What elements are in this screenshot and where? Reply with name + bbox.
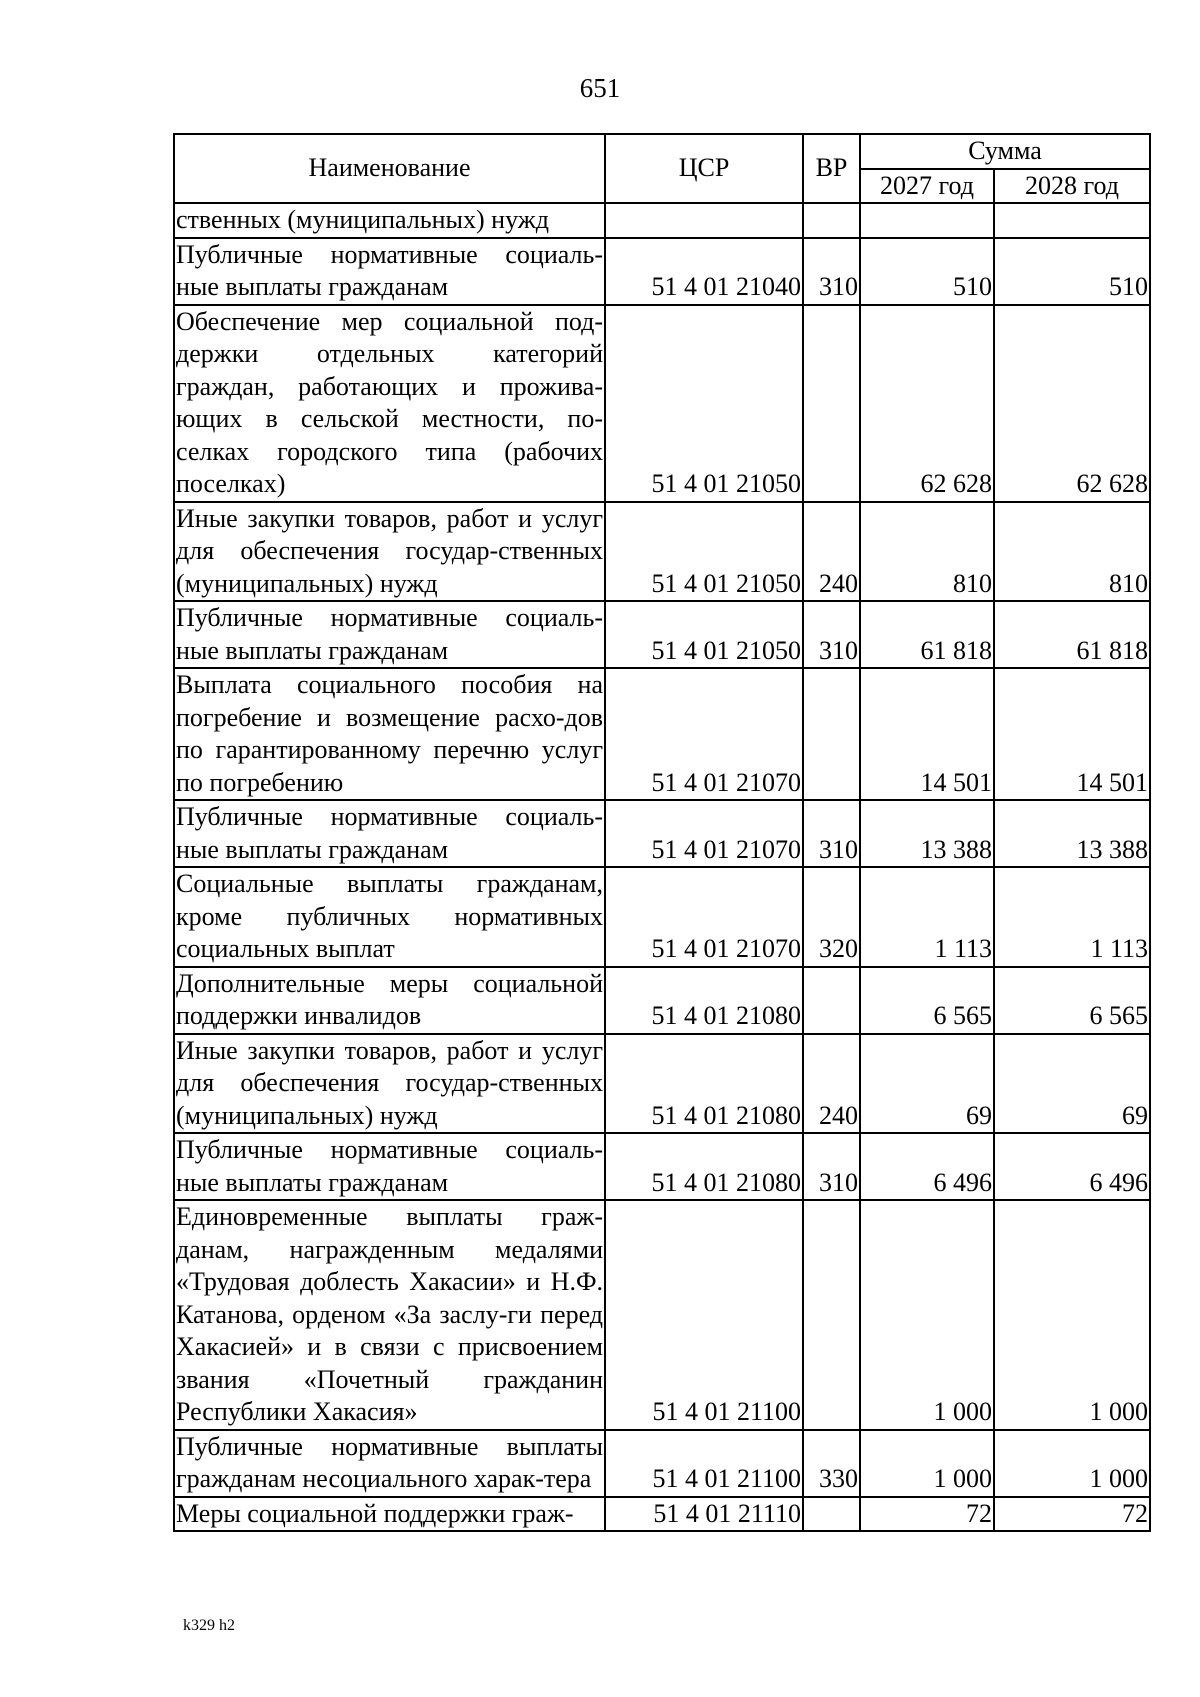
cell-vr: 320 (803, 867, 860, 967)
cell-vr: 240 (803, 1034, 860, 1134)
header-vr: ВР (803, 134, 860, 203)
cell-name: Иные закупки товаров, работ и услуг для обеспечения государ-ственных (муниципальных) нужд (174, 502, 605, 602)
cell-csr: 51 4 01 21110 (605, 1497, 803, 1532)
cell-name: Иные закупки товаров, работ и услуг для обеспечения государ-ственных (муниципальных) нужд (174, 1034, 605, 1134)
table-row (174, 1497, 1150, 1532)
cell-csr: 51 4 01 21070 (605, 800, 803, 867)
cell-csr: 51 4 01 21070 (605, 668, 803, 800)
table-row (174, 1034, 1150, 1134)
table-row (174, 1200, 1150, 1430)
cell-2028: 6 565 (994, 967, 1150, 1034)
cell-2028: 62 628 (994, 305, 1150, 502)
table-row (174, 967, 1150, 1034)
cell-vr: 330 (803, 1430, 860, 1497)
cell-2027: 62 628 (860, 305, 994, 502)
cell-2028: 61 818 (994, 601, 1150, 668)
cell-2027: 72 (860, 1497, 994, 1532)
cell-2028: 510 (994, 238, 1150, 305)
cell-2028: 13 388 (994, 800, 1150, 867)
cell-name: Публичные нормативные социаль-ные выплаты гражданам (174, 1133, 605, 1200)
table-row (174, 1133, 1150, 1200)
cell-2027: 810 (860, 502, 994, 602)
header-year-2028: 2028 год (994, 169, 1150, 204)
table-row (174, 305, 1150, 502)
cell-2028: 6 496 (994, 1133, 1150, 1200)
cell-2027: 6 565 (860, 967, 994, 1034)
cell-name: Публичные нормативные социаль-ные выплаты гражданам (174, 601, 605, 668)
table-row (174, 203, 1150, 238)
cell-vr (803, 305, 860, 502)
table-row (174, 1430, 1150, 1497)
cell-vr: 310 (803, 800, 860, 867)
cell-vr (803, 1200, 860, 1430)
cell-name: Социальные выплаты гражданам, кроме публичных нормативных социальных выплат (174, 867, 605, 967)
cell-2027: 6 496 (860, 1133, 994, 1200)
cell-2027: 61 818 (860, 601, 994, 668)
table-row (174, 238, 1150, 305)
cell-csr: 51 4 01 21080 (605, 967, 803, 1034)
cell-name: Единовременные выплаты граж-данам, награжденным медалями «Трудовая доблесть Хакасии» и Н.Ф. Катанова, орденом «За заслу-ги перед Хакасией» и в связи с присвоением звания «Почетный гражданин Республики Хакасия» (174, 1200, 605, 1430)
cell-csr: 51 4 01 21070 (605, 867, 803, 967)
cell-2027 (860, 203, 994, 238)
table-row (174, 502, 1150, 602)
cell-2027: 1 000 (860, 1200, 994, 1430)
cell-csr: 51 4 01 21050 (605, 601, 803, 668)
cell-vr (803, 967, 860, 1034)
cell-vr: 310 (803, 601, 860, 668)
table-row (174, 867, 1150, 967)
cell-2027: 69 (860, 1034, 994, 1134)
table-row (174, 668, 1150, 800)
cell-csr: 51 4 01 21080 (605, 1133, 803, 1200)
cell-2028: 72 (994, 1497, 1150, 1532)
cell-vr (803, 203, 860, 238)
cell-2028: 14 501 (994, 668, 1150, 800)
cell-csr: 51 4 01 21050 (605, 502, 803, 602)
cell-csr: 51 4 01 21040 (605, 238, 803, 305)
cell-csr: 51 4 01 21080 (605, 1034, 803, 1134)
cell-csr (605, 203, 803, 238)
cell-2028: 1 113 (994, 867, 1150, 967)
table-row (174, 800, 1150, 867)
header-sum: Сумма (860, 134, 1150, 169)
cell-2027: 13 388 (860, 800, 994, 867)
cell-vr: 310 (803, 1133, 860, 1200)
cell-2028: 69 (994, 1034, 1150, 1134)
cell-name: Публичные нормативные социаль-ные выплаты гражданам (174, 800, 605, 867)
cell-2027: 1 000 (860, 1430, 994, 1497)
cell-name: Выплата социального пособия на погребение и возмещение расхо-дов по гарантированному перечню услуг по погребению (174, 668, 605, 800)
page-number: 651 (579, 73, 621, 103)
budget-table (173, 133, 1151, 1532)
cell-vr: 240 (803, 502, 860, 602)
cell-2028: 1 000 (994, 1430, 1150, 1497)
cell-vr (803, 1497, 860, 1532)
cell-name: Дополнительные меры социальной поддержки инвалидов (174, 967, 605, 1034)
cell-2027: 510 (860, 238, 994, 305)
cell-csr: 51 4 01 21100 (605, 1430, 803, 1497)
cell-name: ственных (муниципальных) нужд (174, 203, 605, 238)
cell-2027: 14 501 (860, 668, 994, 800)
cell-csr: 51 4 01 21100 (605, 1200, 803, 1430)
cell-2028: 1 000 (994, 1200, 1150, 1430)
cell-name: Публичные нормативные выплаты гражданам несоциального харак-тера (174, 1430, 605, 1497)
cell-2028: 810 (994, 502, 1150, 602)
cell-2028 (994, 203, 1150, 238)
cell-name: Публичные нормативные социаль-ные выплаты гражданам (174, 238, 605, 305)
cell-name: Меры социальной поддержки граж- (174, 1497, 605, 1532)
cell-2027: 1 113 (860, 867, 994, 967)
cell-vr: 310 (803, 238, 860, 305)
table-row (174, 601, 1150, 668)
header-year-2027: 2027 год (860, 169, 994, 204)
table-body (174, 203, 1150, 1531)
footer-code: k329 h2 (183, 1617, 235, 1634)
header-csr: ЦСР (605, 134, 803, 203)
cell-name: Обеспечение мер социальной под-держки отдельных категорий граждан, работающих и прожива-ющих в сельской местности, по-селках городского типа (рабочих поселках) (174, 305, 605, 502)
header-name: Наименование (174, 134, 605, 203)
cell-vr (803, 668, 860, 800)
table-header (174, 134, 1150, 203)
cell-csr: 51 4 01 21050 (605, 305, 803, 502)
